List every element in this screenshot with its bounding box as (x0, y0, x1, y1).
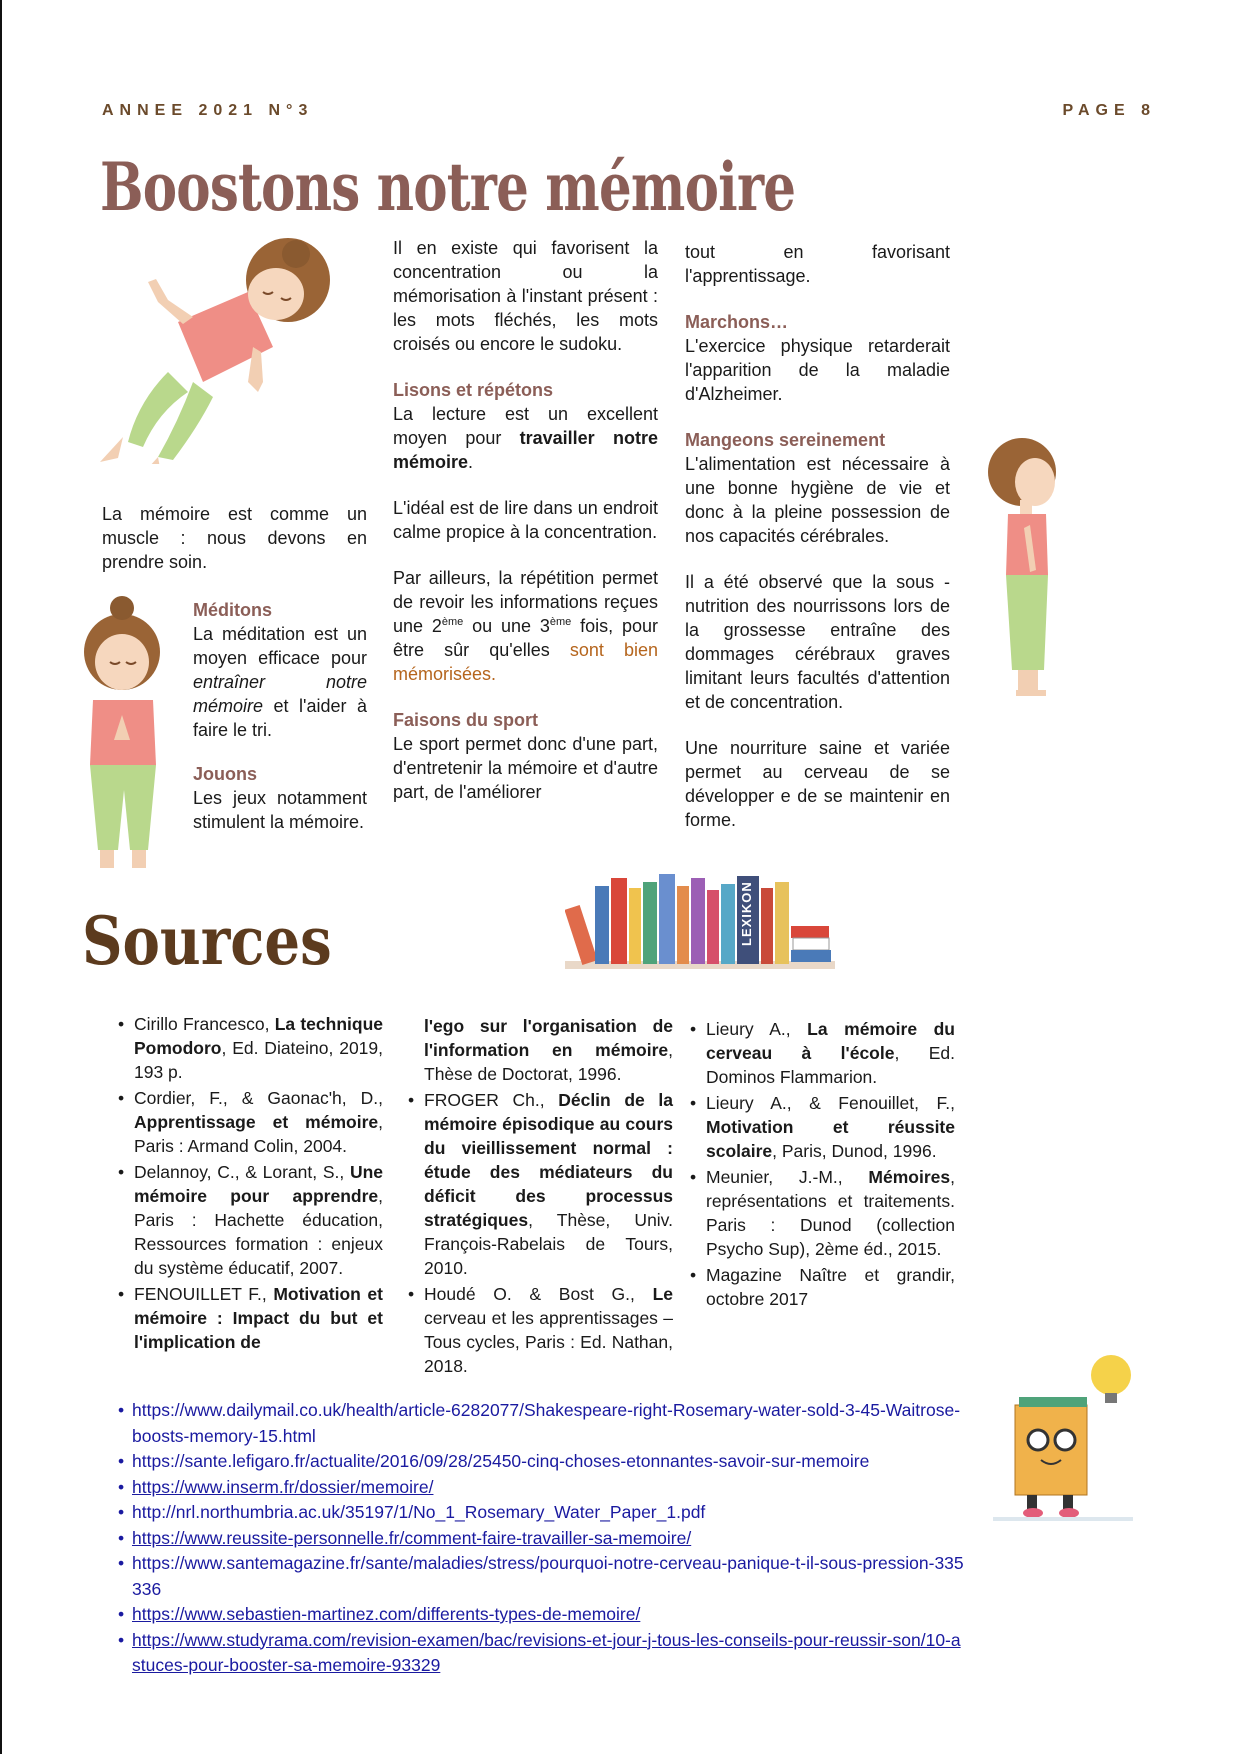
reference-item: • Lieury A., La mémoire du cerveau à l'école, Ed. Dominos Flammarion. (690, 1017, 955, 1089)
web-link-item (118, 1628, 968, 1679)
column-1 (102, 502, 367, 596)
observation-paragraph: Il a été observé que la sous -nutrition des nourrissons lors de la grossesse entraîne des dommages cérébraux graves limitant leurs facultés d'attention et de concentration. (685, 572, 950, 712)
sport-heading: Faisons du sport (393, 710, 539, 730)
lisons-text: La lecture est un excellent moyen pour travailler notre mémoire. (393, 404, 658, 472)
reference-item: • Magazine Naître et grandir, octobre 2017 (690, 1263, 955, 1311)
web-link-item (118, 1475, 968, 1501)
sport-text: Le sport permet donc d'une part, d'entretenir la mémoire et d'autre part, de l'améliorer (393, 734, 658, 802)
sources-heading: Sources (82, 902, 332, 980)
book-mascot-illustration (993, 1345, 1138, 1525)
page-title: Boostons notre mémoire (100, 148, 796, 226)
apprentissage-line: tout en favorisant l'apprentissage. (685, 242, 950, 286)
reference-item: • Meunier, J.-M., Mémoires, représentations et traitements. Paris : Dunod (collection Psycho Sup), 2ème éd., 2015. (690, 1165, 955, 1261)
web-link-item (118, 1398, 968, 1449)
reference-item: • FROGER Ch., Déclin de la mémoire épisodique au cours du vieillissement normal : étude des médiateurs du déficit des processus stratégiques, Thèse, Univ. François-Rabelais de Tours, 2010. (408, 1088, 673, 1280)
standing-girl-illustration (980, 430, 1070, 705)
web-link[interactable]: https://www.inserm.fr/dossier/memoire/ (132, 1476, 434, 1497)
repetition-paragraph: Par ailleurs, la répétition permet de revoir les informations reçues une 2ème ou une 3ème fois, pour être sûr qu'elles sont bien mémorisées. (393, 568, 658, 684)
column-3 (685, 240, 950, 854)
web-link[interactable]: https://www.santemagazine.fr/sante/maladies/stress/pourquoi-notre-cerveau-panique-t-il-sous-pression-335336 (132, 1553, 964, 1599)
web-link[interactable]: https://sante.lefigaro.fr/actualite/2016/09/28/25450-cinq-choses-etonnantes-savoir-sur-memoire (132, 1451, 870, 1471)
reference-item: • Cirillo Francesco, La technique Pomodoro, Ed. Diateino, 2019, 193 p. (118, 1012, 383, 1084)
lisons-heading: Lisons et répétons (393, 380, 554, 400)
web-link-item (118, 1602, 968, 1628)
references-column-1 (118, 1012, 383, 1356)
web-link[interactable]: https://www.dailymail.co.uk/health/article-6282077/Shakespeare-right-Rosemary-water-sold-3-45-Waitrose-boosts-memory-15.html (132, 1400, 961, 1446)
jouons-text: Les jeux notamment stimulent la mémoire. (193, 788, 367, 832)
reference-item: • Lieury A., & Fenouillet, F., Motivation et réussite scolaire, Paris, Dunod, 1996. (690, 1091, 955, 1163)
web-link-item (118, 1500, 968, 1526)
books-illustration (565, 866, 835, 971)
intro-paragraph: La mémoire est comme un muscle : nous devons en prendre soin. (102, 504, 367, 572)
web-links-list (118, 1398, 968, 1679)
web-link-item (118, 1449, 968, 1475)
mangeons-text: L'alimentation est nécessaire à une bonne hygiène de vie et donc à la pleine possession de nos capacités cérébrales. (685, 454, 950, 546)
reference-item: • FENOUILLET F., Motivation et mémoire : Impact du but et l'implication de (118, 1282, 383, 1354)
meditons-section (193, 598, 367, 856)
reference-item: • Cordier, F., & Gaonac'h, D., Apprentissage et mémoire, Paris : Armand Colin, 2004. (118, 1086, 383, 1158)
lexikon-book-label: LEXIKON (739, 881, 754, 946)
reference-item: l'ego sur l'organisation de l'information en mémoire, Thèse de Doctorat, 1996. (424, 1016, 673, 1084)
floating-girl-illustration (98, 232, 338, 464)
web-link[interactable]: https://www.studyrama.com/revision-examen/bac/revisions-et-jour-j-tous-les-conseils-pour-reussir-son/10-astuces-pour-booster-sa-memoire-93329 (132, 1629, 961, 1675)
column-2 (393, 236, 658, 826)
ideal-paragraph: L'idéal est de lire dans un endroit calme propice à la concentration. (393, 498, 658, 542)
marchons-heading: Marchons… (685, 312, 789, 332)
nourriture-paragraph: Une nourriture saine et variée permet au cerveau de se développer e de se maintenir en forme. (685, 738, 950, 830)
meditating-girl-illustration (78, 590, 178, 875)
mangeons-heading: Mangeons sereinement (685, 430, 886, 450)
web-link-item (118, 1526, 968, 1552)
issue-header: ANNEE 2021 N°3 (102, 102, 314, 119)
meditons-text: La méditation est un moyen efficace pour entraîner notre mémoire et l'aider à faire le tri. (193, 624, 367, 740)
web-link[interactable]: https://www.reussite-personnelle.fr/comment-faire-travailler-sa-memoire/ (132, 1527, 692, 1548)
references-column-3 (690, 1017, 955, 1313)
web-link[interactable]: https://www.sebastien-martinez.com/differents-types-de-memoire/ (132, 1604, 641, 1624)
meditons-heading: Méditons (193, 600, 272, 620)
web-link-item (118, 1551, 968, 1602)
marchons-text: L'exercice physique retarderait l'apparition de la maladie d'Alzheimer. (685, 336, 950, 404)
references-column-2 (408, 1014, 673, 1380)
web-link[interactable]: http://nrl.northumbria.ac.uk/35197/1/No_1_Rosemary_Water_Paper_1.pdf (132, 1502, 706, 1522)
page-number: PAGE 8 (1062, 102, 1156, 119)
reference-item: • Houdé O. & Bost G., Le cerveau et les apprentissages – Tous cycles, Paris : Ed. Nathan, 2018. (408, 1282, 673, 1378)
jouons-heading: Jouons (193, 764, 258, 784)
reference-item: • Delannoy, C., & Lorant, S., Une mémoire pour apprendre, Paris : Hachette éducation, Ressources formation : enjeux du système éducatif, 2007. (118, 1160, 383, 1280)
puzzles-paragraph: Il en existe qui favorisent la concentration ou la mémorisation à l'instant présent : les mots fléchés, les mots croisés ou encore le sudoku. (393, 238, 658, 354)
